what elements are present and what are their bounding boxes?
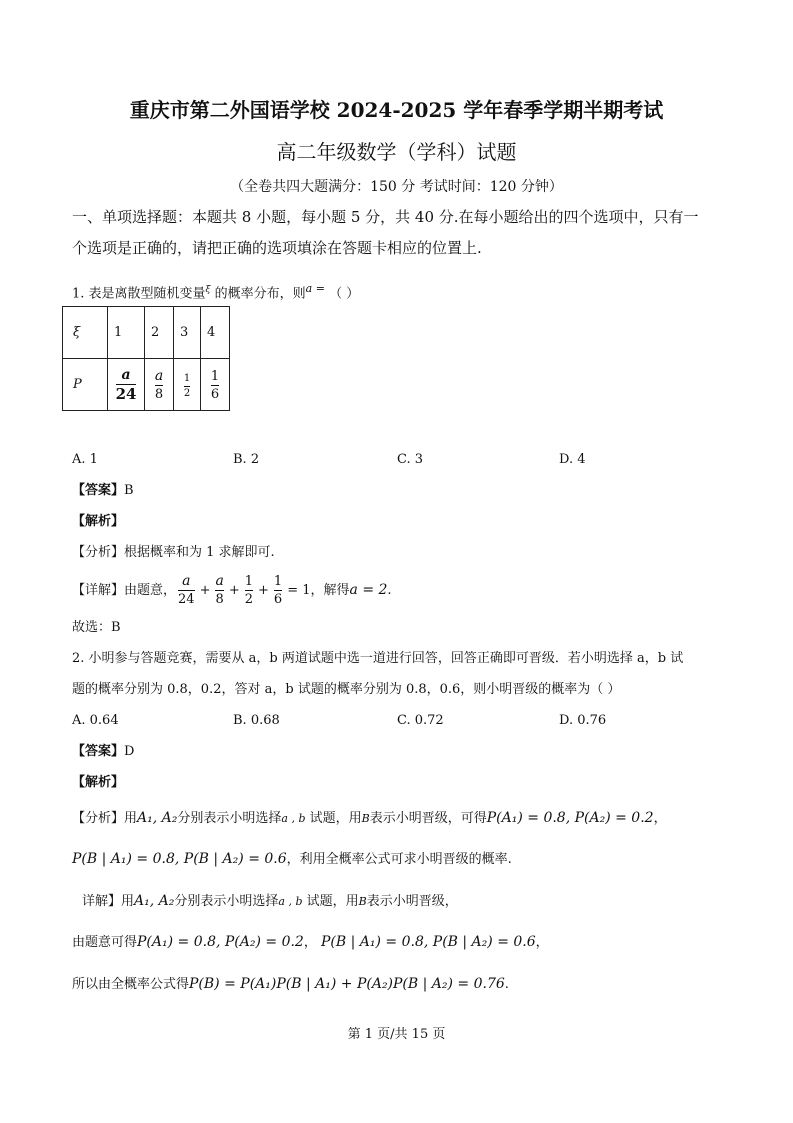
exam-subject-title: 高二年级数学（学科）试题 xyxy=(276,140,517,164)
q2-option-b: B. 0.68 xyxy=(233,713,280,728)
q1-option-d: D. 4 xyxy=(559,452,586,467)
q1-analysis-label: 【解析】 xyxy=(72,514,125,529)
table-cell: 2 xyxy=(145,307,174,359)
q2-fenxi-line2: P(B | A₁) = 0.8, P(B | A₂) = 0.6，利用全概率公式可求小明晋级的概率. xyxy=(72,851,512,867)
q1-detail: 【详解】由题意， $\frac{a}{24}$ + $\frac{a}{8}$ + $\frac{1}{2}$ + $\frac{1}{6}$ = 1 ，解得 a = 2 . xyxy=(72,573,392,607)
q2-detail-line3: 所以由全概率公式得P(B) = P(A₁)P(B | A₁) + P(A₂)P(B | A₂) = 0.76. xyxy=(72,976,509,992)
table-cell: $\frac{1}{6}$ xyxy=(201,359,230,411)
q1-stem: 1. 表是离散型随机变量$^\xi$ 的概率分布，则$^{a =}$ （ ） xyxy=(72,282,360,302)
table-cell: 3 xyxy=(174,307,201,359)
q1-option-a: A. 1 xyxy=(72,452,98,467)
q2-option-d: D. 0.76 xyxy=(559,713,607,728)
table-header-p: P xyxy=(63,359,108,411)
q2-answer: 【答案】D xyxy=(72,744,135,759)
section-instructions-line1: 一、单项选择题：本题共 8 小题，每小题 5 分，共 40 分.在每小题给出的四个选项中，只有一 xyxy=(72,208,699,226)
q2-option-c: C. 0.72 xyxy=(397,713,444,728)
q1-option-c: C. 3 xyxy=(397,452,424,467)
q2-analysis-label: 【解析】 xyxy=(72,775,125,790)
table-cell: 1 xyxy=(108,307,145,359)
table-cell: $\frac{a}{24}$ xyxy=(108,359,145,411)
table-header-xi: ξ xyxy=(63,307,108,359)
q1-fenxi: 【分析】根据概率和为 1 求解即可. xyxy=(72,545,275,560)
q1-answer: 【答案】B xyxy=(72,483,134,498)
q1-distribution-table xyxy=(62,306,230,411)
page-number: 第 1 页/共 15 页 xyxy=(347,1027,446,1042)
q2-detail-line1: 详解】用A₁, A₂分别表示小明选择a , b 试题，用B表示小明晋级， xyxy=(82,893,458,909)
section-instructions-line2: 个选项是正确的，请把正确的选项填涂在答题卡相应的位置上. xyxy=(72,239,482,257)
table-cell: $\frac{a}{8}$ xyxy=(145,359,174,411)
exam-title: 重庆市第二外国语学校 2024-2025 学年春季学期半期考试 xyxy=(129,98,664,122)
table-cell: $\frac{1}{2}$ xyxy=(174,359,201,411)
table-cell: 4 xyxy=(201,307,230,359)
q2-fenxi-line1: 【分析】用A₁, A₂分别表示小明选择a , b 试题，用B表示小明晋级，可得P(A₁) = 0.8, P(A₂) = 0.2， xyxy=(72,810,667,826)
q1-choice: 故选：B xyxy=(72,620,121,635)
q2-stem-line1: 2. 小明参与答题竞赛，需要从 a，b 两道试题中选一道进行回答，回答正确即可晋级．若小明选择 a，b 试 xyxy=(72,651,684,666)
q2-stem-line2: 题的概率分别为 0.8，0.2，答对 a，b 试题的概率分别为 0.8，0.6，则小明晋级的概率为（ ） xyxy=(72,682,621,697)
q2-option-a: A. 0.64 xyxy=(72,713,119,728)
q2-detail-line2: 由题意可得P(A₁) = 0.8, P(A₂) = 0.2， P(B | A₁) = 0.8, P(B | A₂) = 0.6， xyxy=(72,934,549,950)
exam-info: （全卷共四大题满分：150 分 考试时间：120 分钟） xyxy=(230,179,563,195)
q1-option-b: B. 2 xyxy=(233,452,260,467)
